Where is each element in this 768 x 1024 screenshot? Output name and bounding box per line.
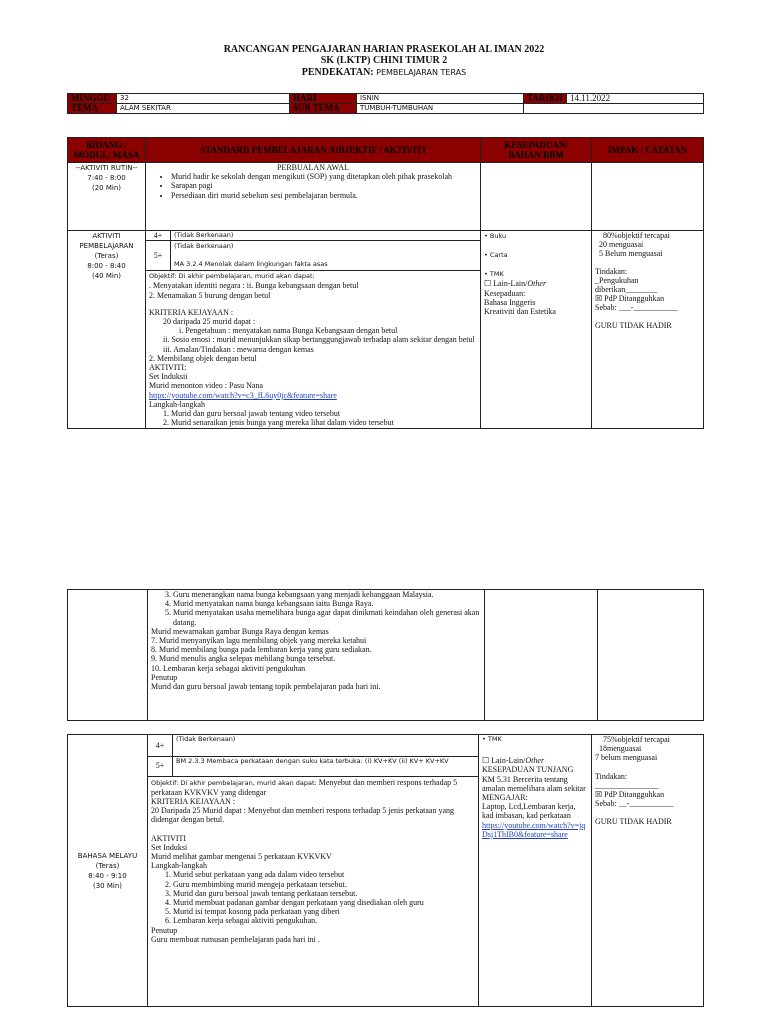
aktiviti-item: 7. Murid menyanyikan lagu membilang objek yang mereka ketahui: [151, 636, 367, 646]
bidang-time: 8:40 - 9:10: [88, 871, 127, 880]
tema-value: ALAM SEKITAR: [117, 104, 290, 114]
impak-belum: 7 belum menguasai: [595, 753, 658, 763]
plan-table-1: [67, 137, 704, 429]
penutup-text: Guru membuat rumusan pembelajaran pada hari ini .: [151, 934, 320, 944]
impak-menguasai: 18menguasai: [599, 744, 642, 754]
video-link[interactable]: https://youtube.com/watch?v=c3_fL6uy0jc&feature=share: [149, 390, 337, 400]
level-4: 4+: [146, 231, 171, 241]
langkah-item: 4. Murid menyatakan nama bunga kebangsaan iaitu Bunga Raya.: [173, 599, 481, 608]
kriteria-item: 20 daripada 25 murid dapat :: [163, 317, 256, 327]
level-5-text: (Tidak Berkenaan): [174, 242, 234, 251]
kriteria-heading: KRITERIA KEJAYAAN :: [151, 796, 236, 806]
bahan-item: • TMK: [484, 270, 504, 279]
kesepaduan-item: Bahasa Inggeris: [484, 297, 536, 307]
langkah-heading: Langkah-langkah: [151, 861, 207, 871]
lain-lain-checkbox[interactable]: [484, 279, 588, 288]
aktiviti-item: 8. Murid membilang bunga pada lembaran kerja yang guru sediakan.: [151, 645, 372, 655]
aktiviti-item: Murid mewarnakan gambar Bunga Raya dengan kemas: [151, 626, 329, 636]
bidang-duration: (30 Min): [92, 881, 122, 890]
langkah-item: 3. Murid dan guru bersoal jawab tentang perkataan tersebut.: [173, 889, 475, 898]
plan-table-3: [67, 734, 704, 1007]
kesepaduan-label: KESEPADUAN TUNJANG: [482, 765, 574, 775]
langkah-heading: Langkah-langkah: [149, 399, 205, 409]
kriteria-item: 2. Membilang objek dengan betul: [149, 353, 257, 363]
minggu-value: 32: [117, 94, 290, 104]
hari-value: ISNIN: [357, 94, 524, 104]
penutup-heading: Penutup: [151, 925, 178, 935]
rutin-item: • Sarapan pagi: [171, 181, 477, 190]
rutin-item: • Murid hadir ke sekolah dengan mengikuti (SOP) yang ditetapkan oleh pihak prasekolah: [171, 172, 477, 181]
perbualan-title: PERBUALAN AWAL: [276, 163, 350, 172]
langkah-item: 3. Guru menerangkan nama bunga kebangsaan yang menjadi kebanggaan Malaysia.: [173, 590, 481, 599]
approach-label: PENDEKATAN:: [301, 67, 374, 78]
level-4-text: (Tidak Berkenaan): [171, 231, 481, 241]
mengajar-label: MENGAJAR:: [482, 793, 528, 803]
catatan-note: GURU TIDAK HADIR: [595, 817, 672, 827]
objektif-item: . Menyatakan identiti negara : ii. Bunga kebangsaan dengan betul: [149, 281, 359, 291]
objektif-heading: Objektif: Di akhir pembelajaran, murid akan dapat:: [149, 272, 315, 281]
bahan-item: • Carta: [484, 251, 508, 259]
langkah-item: 6. Lembaran kerja sebagai aktiviti pengukuhan.: [173, 916, 475, 925]
kriteria-item: i. Pengetahuan : menyatakan nama Bunga Kebangsaan dengan betul: [179, 326, 398, 336]
tindakan-label: Tindakan:: [595, 266, 628, 276]
tema-label: TEMA: [68, 104, 117, 114]
level-table: [146, 231, 480, 271]
bahan-list: Laptop, Lcd,Lembaran kerja, kad imbasan, kad perkataan: [482, 802, 576, 821]
minggu-label: MINGGU: [68, 94, 117, 104]
penutup-text: Murid dan guru bersoal jawab tentang topik pembelajaran pada hari ini.: [151, 682, 381, 692]
info-table: [67, 93, 704, 114]
bidang-label: AKTIVITI: [92, 232, 121, 240]
level-4: 4+: [148, 735, 173, 756]
penutup-heading: Penutup: [151, 672, 178, 682]
impak-belum: 5 Belum menguasai: [599, 249, 663, 259]
other-label: Other: [525, 756, 545, 766]
langkah-item: 1. Murid sebut perkataan yang ada dalam video tersebut: [173, 870, 475, 879]
col-impak: IMPAK / CATATAN: [592, 138, 704, 163]
approach-value: PEMBELAJARAN TERAS: [376, 68, 467, 77]
level-5: 5+: [146, 241, 171, 271]
objektif-item: 2. Menamakan 5 burung dengan betul: [149, 290, 271, 300]
level-5: 5+: [148, 756, 173, 776]
row-aktiviti-pembelajaran: [68, 231, 704, 429]
doc-title: RANCANGAN PENGAJARAN HARIAN PRASEKOLAH AL IMAN 2022: [223, 44, 545, 55]
impak-objektif: 80%objektif tercapai: [603, 231, 670, 240]
level-5-standard: MA 3.2.4 Menolak dalam lingkungan fakta asas: [174, 260, 328, 269]
rutin-duration: (20 Min): [91, 184, 121, 192]
subtema-label: SUB TEMA: [290, 104, 357, 114]
aktiviti-item: 10. Lembaran kerja sebagai aktiviti pengukuhan: [151, 663, 306, 673]
tindakan-value: _Pengukuhan diberikan________: [595, 275, 658, 295]
set-induksi-text: Murid melihat gambar mengenai 5 perkataan KVKVKV: [151, 851, 332, 861]
kesepaduan-label: Kesepaduan:: [484, 288, 526, 298]
row-aktiviti-rutin: [68, 163, 704, 231]
school-name: SK (LKTP) CHINI TIMUR 2: [320, 55, 448, 66]
sebab-field: Sebab: ___-___________: [595, 303, 678, 313]
aktiviti-item: 9. Murid menulis angka selepas mebilang bunga tersebut.: [151, 654, 336, 664]
bidang-time: 8:00 - 8:40: [87, 262, 126, 270]
langkah-item: 2. Murid senaraikan jenis bunga yang mereka lihat dalam video tersebut: [171, 418, 477, 427]
langkah-item: 5. Murid menyatakan usaha memelihara bunga agar dapat dinikmati keindahan oleh generasi akan datang.: [173, 608, 481, 626]
col-standard: STANDARD PEMBELAJARAN /OBJEKTIF / AKTIVITI: [146, 138, 481, 163]
level-table: [148, 735, 478, 777]
rutin-item: • Persediaan diri murid sebelum sesi pembelajaran bermula.: [171, 191, 477, 200]
kriteria-item: iii. Amalan/Tindakan : mewarna dengan kemas: [163, 344, 314, 354]
subtema-value: TUMBUH-TUMBUHAN: [357, 104, 524, 114]
langkah-item: 1. Murid dan guru bersoal jawab tentang video tersebut: [171, 409, 477, 418]
rutin-time: 7:40 - 8:00: [87, 174, 126, 182]
bidang-duration: (40 Min): [91, 272, 121, 280]
col-kesepaduan: KESEPADUAN/ BAHAN/BBM: [481, 138, 592, 163]
kesepaduan-item: Kreativiti dan Estetika: [484, 307, 556, 317]
tarikh-value: 14.11.2022: [567, 94, 704, 104]
tindakan-value: ________________: [595, 780, 659, 790]
other-label: Other: [527, 279, 547, 289]
kriteria-item: 20 Daripada 25 Murid dapat : Menyebut dan memberi respons terhadap 5 jenis perkataan yang didengar dengan betul.: [151, 806, 455, 825]
tarikh-label: TARIKH: [524, 94, 567, 104]
kesepaduan-item: KM 5.31 Bercerita tentang amalan memelihara alam sekitar: [482, 774, 586, 793]
set-induksi: Set Induksi: [151, 842, 188, 852]
pdp-ditangguhkan-checkbox[interactable]: ☒ PdP Ditangguhkan: [595, 790, 665, 800]
bidang-label: BAHASA MELAYU: [77, 851, 138, 860]
approach-line: [0, 67, 768, 78]
objektif-heading: Objektif: Di akhir pembelajaran, murid akan dapat:: [151, 778, 317, 787]
tindakan-label: Tindakan:: [595, 771, 628, 781]
catatan-note: GURU TIDAK HADIR: [595, 320, 672, 330]
plan-table-2: [67, 589, 704, 721]
kriteria-item: ii. Sosio emosi : murid menunjukkan sikap bertanggungjawab terhadap alam sekitar dengan betul: [163, 335, 475, 345]
langkah-item: 4. Murid membuat padanan gambar dengan perkataan yang disediakan oleh guru: [173, 898, 475, 907]
objektif-text: Menyebut dan memberi respons terhadap 5 perkataan KVKVKV yang didengar: [151, 777, 458, 797]
bidang-label: (Teras): [95, 861, 120, 870]
lain-lain-label: ☐ Lain-Lain/: [484, 279, 528, 289]
bidang-label: PEMBELAJARAN: [79, 242, 134, 250]
level-5-text: BM 2.3.3 Membaca perkataan dengan suku kata terbuka: (i) KV+KV (ii) KV+ KV+KV: [173, 756, 479, 776]
aktiviti-heading: AKTIVITI:: [149, 363, 187, 373]
kriteria-heading: KRITERIA KEJAYAAN :: [149, 307, 234, 317]
hari-label: HARI: [290, 94, 357, 104]
bidang-label: (Teras): [94, 252, 119, 260]
bahan-item: • TMK: [482, 735, 502, 743]
langkah-item: 5. Murid isi tempat kosong pada perkataan yang diberi: [173, 907, 475, 916]
lain-lain-checkbox[interactable]: [482, 756, 588, 765]
bahan-item: • Buku: [484, 232, 507, 240]
video-text: Murid menonton video : Pasu Nana: [149, 381, 263, 391]
rutin-title: --AKTIVITI RUTIN--: [75, 164, 138, 172]
col-bidang: BIDANG / MODUL/ MASA: [68, 138, 146, 163]
sebab-field: Sebab: __-___________: [595, 799, 674, 809]
impak-menguasai: 20 menguasai: [599, 240, 644, 250]
aktiviti-heading: AKTIVITI: [151, 833, 187, 843]
pdp-ditangguhkan-checkbox[interactable]: ☒ PdP Ditangguhkan: [595, 294, 665, 304]
langkah-item: 2. Guru membimbing murid mengeja perkataan tersebut.: [173, 880, 475, 889]
level-4-text: (Tidak Berkenaan): [173, 735, 479, 756]
lain-lain-label: ☐ Lain-Lain/: [482, 756, 526, 766]
video-link[interactable]: https://youtube.com/watch?v=jqDsj1ThIB0&feature=share: [482, 820, 586, 839]
set-induksi: Set Induksii: [149, 372, 188, 382]
impak-objektif: 75%objektif tercapai: [603, 735, 670, 744]
